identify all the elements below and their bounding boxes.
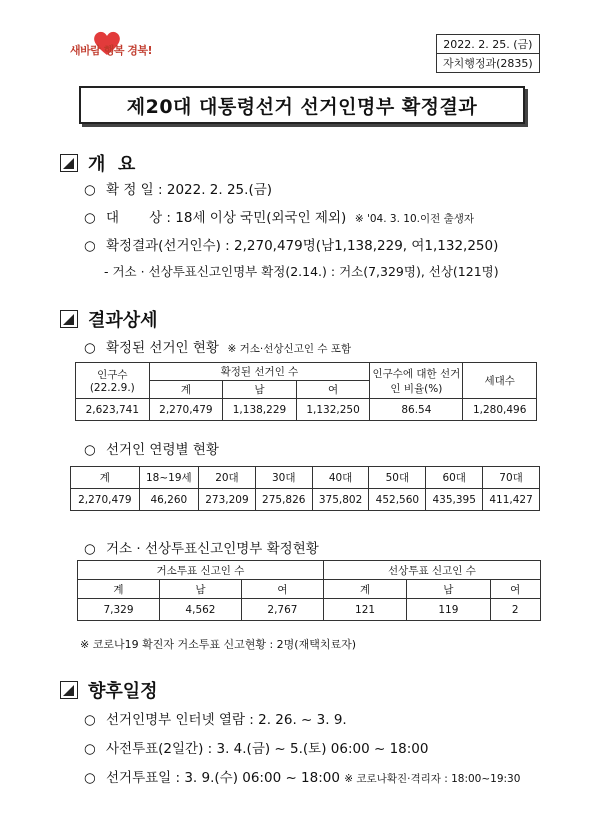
table-cell: 2,270,479 <box>71 489 140 511</box>
header-cell: 18~19세 <box>139 467 198 489</box>
table-cell: 1,280,496 <box>463 399 537 421</box>
table-cell: 435,395 <box>426 489 483 511</box>
voters-table <box>75 362 537 421</box>
header-cell: 남 <box>407 580 490 599</box>
item-value: 18세 이상 국민(외국인 제외) <box>175 210 347 226</box>
caption-text: 확정된 선거인 현황 <box>106 340 219 356</box>
item-label: 대 상 <box>106 210 163 226</box>
section-overview-heading <box>60 150 135 176</box>
header-households: 세대수 <box>463 363 537 399</box>
header-cell: 30대 <box>255 467 312 489</box>
header-cell: 계 <box>78 580 160 599</box>
age-table <box>70 466 540 511</box>
table-cell: 121 <box>323 599 406 621</box>
item-label: 확정결과(선거인수) <box>106 238 221 254</box>
table-cell: 86.54 <box>370 399 463 421</box>
table-row <box>78 599 541 621</box>
table-cell: 46,260 <box>139 489 198 511</box>
header-cell: 여 <box>490 580 541 599</box>
stamp-date: 2022. 2. 25. (금) <box>437 35 539 54</box>
table3-caption <box>84 537 319 557</box>
document-title: 제20대 대통령선거 선거인명부 확정결과 <box>79 86 525 124</box>
circle-bullet-icon: ○ <box>84 741 96 757</box>
overview-item: ○ 확정결과(선거인수) : 2,270,479명(남1,138,229, 여1,132,250) <box>84 238 499 254</box>
circle-bullet-icon: ○ <box>84 770 96 786</box>
section-schedule-heading <box>60 677 158 703</box>
overview-item: ○ 대 상 : 18세 이상 국민(외국인 제외) ※ '04. 3. 10.이전 출생자 <box>84 210 475 226</box>
section-title: 결과상세 <box>88 310 158 331</box>
item-text: 사전투표(2일간) : 3. 4.(금) ~ 5.(토) 06:00 ~ 18:00 <box>106 741 429 757</box>
table-cell: 375,802 <box>312 489 369 511</box>
table-cell: 2,767 <box>241 599 323 621</box>
caption-text: 선거인 연령별 현황 <box>106 442 219 458</box>
date-stamp <box>436 34 540 73</box>
schedule-item <box>84 737 428 757</box>
circle-bullet-icon: ○ <box>84 340 96 356</box>
section-marker-icon <box>60 310 78 328</box>
table-row <box>76 399 537 421</box>
table-cell: 1,132,250 <box>296 399 370 421</box>
header-cell: 여 <box>241 580 323 599</box>
header-cell: 계 <box>71 467 140 489</box>
footnote: ※ 코로나19 확진자 거소투표 신고현황 : 2명(재택치료자) <box>80 638 356 651</box>
circle-bullet-icon: ○ <box>84 238 96 254</box>
overview-sub: - 거소 · 선상투표신고인명부 확정(2.14.) : 거소(7,329명), 선상(121명) <box>104 264 499 279</box>
schedule-item <box>84 766 520 786</box>
header-male: 남 <box>223 381 297 399</box>
section-marker-icon <box>60 681 78 699</box>
table-cell: 119 <box>407 599 490 621</box>
table2-caption <box>84 438 219 458</box>
absentee-table <box>77 560 541 621</box>
caption-text: 거소 · 선상투표신고인명부 확정현황 <box>106 541 319 557</box>
table-cell: 2,623,741 <box>76 399 150 421</box>
group-header: 선상투표 신고인 수 <box>323 561 540 580</box>
item-label: 확 정 일 <box>106 182 154 198</box>
header-population: 인구수 (22.2.9.) <box>76 363 150 399</box>
header-cell: 20대 <box>199 467 256 489</box>
table-cell: 273,209 <box>199 489 256 511</box>
circle-bullet-icon: ○ <box>84 712 96 728</box>
table-cell: 2,270,479 <box>149 399 223 421</box>
circle-bullet-icon: ○ <box>84 442 96 458</box>
circle-bullet-icon: ○ <box>84 182 96 198</box>
header-confirmed: 확정된 선거인 수 <box>149 363 370 381</box>
header-female: 여 <box>296 381 370 399</box>
item-value: 2,270,479명(남1,138,229, 여1,132,250) <box>234 238 499 254</box>
table-cell: 275,826 <box>255 489 312 511</box>
circle-bullet-icon: ○ <box>84 541 96 557</box>
section-details-heading <box>60 306 158 332</box>
stamp-dept: 자치행정과(2835) <box>443 57 533 70</box>
table-cell: 2 <box>490 599 541 621</box>
item-text: 선거인명부 인터넷 열람 : 2. 26. ~ 3. 9. <box>106 712 347 728</box>
caption-note: ※ 거소·선상신고인 수 포함 <box>227 343 352 355</box>
group-header: 거소투표 신고인 수 <box>78 561 324 580</box>
section-marker-icon <box>60 154 78 172</box>
item-text: 선거투표일 : 3. 9.(수) 06:00 ~ 18:00 <box>106 770 340 786</box>
item-note: ※ 코로나확진·격리자 : 18:00~19:30 <box>344 773 521 785</box>
header-row <box>78 580 541 599</box>
circle-bullet-icon: ○ <box>84 210 96 226</box>
group-row <box>78 561 541 580</box>
header-ratio: 인구수에 대한 선거인 비율(%) <box>370 363 463 399</box>
header-row <box>71 467 540 489</box>
item-note: ※ '04. 3. 10.이전 출생자 <box>354 213 475 225</box>
table-cell: 1,138,229 <box>223 399 297 421</box>
section-title: 향후일정 <box>88 681 158 702</box>
header-cell: 70대 <box>483 467 540 489</box>
header-cell: 50대 <box>369 467 426 489</box>
table-cell: 4,562 <box>159 599 241 621</box>
table1-caption <box>84 336 351 356</box>
section-title: 개 요 <box>88 154 136 175</box>
overview-item: ○ 확 정 일 : 2022. 2. 25.(금) <box>84 182 273 198</box>
logo-text: 새바람 행복 경북! <box>70 44 153 57</box>
table-cell: 452,560 <box>369 489 426 511</box>
table-cell: 411,427 <box>483 489 540 511</box>
schedule-item <box>84 708 347 728</box>
item-value: 2022. 2. 25.(금) <box>166 182 273 198</box>
header-cell: 남 <box>159 580 241 599</box>
table-row <box>71 489 540 511</box>
header-cell: 계 <box>323 580 406 599</box>
table-cell: 7,329 <box>78 599 160 621</box>
header-cell: 60대 <box>426 467 483 489</box>
header-cell: 40대 <box>312 467 369 489</box>
header-total: 계 <box>149 381 223 399</box>
